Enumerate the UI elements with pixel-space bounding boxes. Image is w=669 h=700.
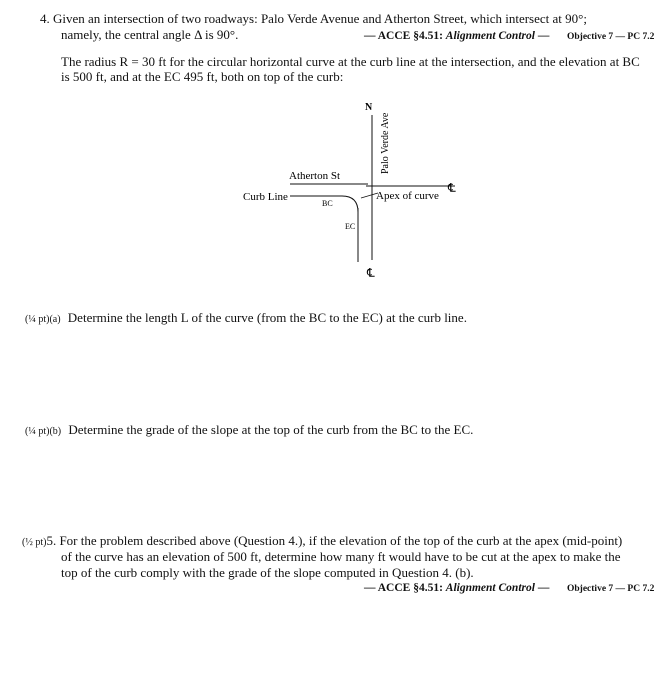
q5-reference bbox=[364, 582, 549, 594]
ec-label: EC bbox=[345, 222, 356, 231]
q4-objective: Objective 7 — PC 7.2 bbox=[567, 32, 655, 42]
centerline-symbol-south: ℄ bbox=[367, 266, 375, 280]
q5-line2: of the curve has an elevation of 500 ft, determine how many ft would have to be cut at the apex to make the bbox=[61, 549, 621, 564]
apex-label: Apex of curve bbox=[376, 190, 439, 202]
q5-line1: 5. For the problem described above (Question 4.), if the elevation of the top of the curb at the apex (mid-point) bbox=[46, 533, 623, 548]
qa-row bbox=[25, 310, 467, 328]
q5-ref-suffix: — bbox=[534, 582, 550, 594]
q4-ref-prefix: — ACCE §4.51: bbox=[364, 30, 446, 42]
palo-verde-label: Palo Verde Ave bbox=[380, 112, 391, 174]
q4-ref-suffix: — bbox=[534, 30, 550, 42]
qb-points: (¼ pt)(b) bbox=[25, 426, 62, 437]
q4-line2: namely, the central angle Δ is 90°. bbox=[61, 27, 239, 42]
q4-para1: The radius R = 30 ft for the circular horizontal curve at the curb line at the intersection, and the elevation at BC bbox=[61, 54, 640, 69]
intersection-diagram bbox=[0, 0, 669, 300]
qb-row bbox=[25, 422, 473, 440]
q5-ref-prefix: — ACCE §4.51: bbox=[364, 582, 446, 594]
qb-text: Determine the grade of the slope at the top of the curb from the BC to the EC. bbox=[68, 422, 474, 437]
bc-label: BC bbox=[322, 199, 333, 208]
curb-return-arc bbox=[342, 196, 358, 212]
north-label: N bbox=[365, 102, 373, 113]
qa-text: Determine the length L of the curve (from the BC to the EC) at the curb line. bbox=[67, 310, 467, 325]
curb-line-label: Curb Line bbox=[243, 191, 288, 203]
q5-ref-title: Alignment Control bbox=[445, 582, 535, 594]
centerline-symbol-east: ℄ bbox=[448, 181, 456, 195]
q4-para2: is 500 ft, and at the EC 495 ft, both on top of the curb: bbox=[61, 69, 344, 84]
atherton-label: Atherton St bbox=[289, 170, 341, 182]
q5-points: (½ pt) bbox=[22, 537, 47, 548]
qa-points: (¼ pt)(a) bbox=[25, 314, 61, 325]
q5-objective: Objective 7 — PC 7.2 bbox=[567, 584, 655, 594]
q5-line3: top of the curb comply with the grade of the slope computed in Question 4. (b). bbox=[61, 565, 474, 580]
q4-line1: 4. Given an intersection of two roadways: Palo Verde Avenue and Atherton Street, which intersect at 90°; bbox=[40, 11, 587, 26]
q4-ref-title: Alignment Control bbox=[445, 30, 535, 42]
